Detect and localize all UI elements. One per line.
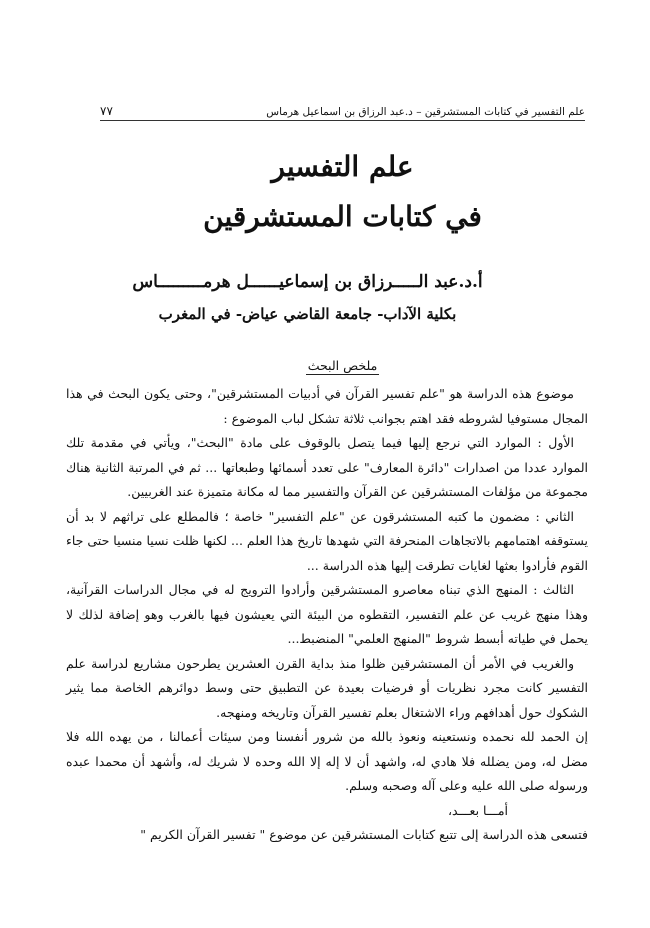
paragraph-remark: والغريب في الأمر أن المستشرقين ظلوا منذ بداية القرن العشرين يطرحون مشاريع لدراسة علم التفسير كانت مجرد نظريات أو فرضيات بعيدة عن التطبيق حتى وسط دوائرهم الخاصة مما يثير الشكوك حول أهدافهم وراء الاشتغال بعلم تفسير القرآن وتاريخه ومنهجه. — [66, 655, 588, 720]
article-title-line-2: في كتابات المستشرقين — [203, 200, 482, 233]
paragraph-first: الأول : الموارد التي نرجع إليها فيما يتصل بالوقوف على مادة "البحث"، ويأتي في مقدمة تلك الموارد عددا من اصدارات "دائرة المعارف" على تعدد أسمائها وطبعاتها ... ثم في المرتبة الثانية هناك مجموعة من مؤلفات المستشرقين عن القرآن والتفسير مما له مكانة متميزة عند الغربيين. — [66, 435, 588, 499]
paragraph-amma-baad: أمـــا بعـــد، — [447, 802, 508, 818]
paragraph-second: الثاني : مضمون ما كتبه المستشرقون عن "علم التفسير" خاصة ؛ فالمطلع على تراثهم لا بد أن يستوقفه اهتمامهم بالاتجاهات المنحرفة التي شهدها تاريخ هذا العلم ... لكنها ظلت نسيا منسيا حتى جاء القوم فأرادوا بعثها لغايات تطرقت إليها هذه الدراسة ... — [66, 508, 588, 573]
paragraph-intro: موضوع هذه الدراسة هو "علم تفسير القرآن في أدبيات المستشرقين"، وحتى يكون البحث في هذا المجال مستوفيا لشروطه فقد اهتم بجوانب ثلاثة تشكل لباب الموضوع : — [66, 386, 588, 426]
paragraph-continuation: فتسعى هذه الدراسة إلى تتبع كتابات المستشرقين عن موضوع " تفسير القرآن الكريم " — [140, 827, 588, 842]
running-header — [100, 98, 585, 121]
paragraph-opening-praise: إن الحمد لله نحمده ونستعينه ونعوذ بالله من شرور أنفسنا ومن سيئات أعمالنا ، من يهده الله فلا مضل له، ومن يضلله فلا هادي له، واشهد أن لا إله إلا الله وحده لا شريك له، وأشهد أن محمدا عبده ورسوله صلى الله عليه وعلى آله وصحبه وسلم. — [66, 729, 588, 793]
running-title: علم التفسير في كتابات المستشرقين – د.عبد الرزاق بن اسماعيل هرماس — [266, 106, 585, 118]
article-title-line-1: علم التفسير — [271, 150, 414, 183]
abstract-heading-text: ملخص البحث — [307, 358, 378, 373]
paragraph-third: الثالث : المنهج الذي تبناه معاصرو المستشرقين وأرادوا الترويج له في مجال الدراسات القرآنية، وهذا منهج غريب عن علم التفسير، التقطوه من البيئة التي يعيشون فيها بالغرب وهو إضافة لذلك لا يحمل في طياته أبسط شروط "المنهج العلمي" المنضبط... — [66, 582, 588, 646]
abstract-heading — [100, 358, 585, 373]
page-number: ٧٧ — [100, 104, 113, 118]
author-affiliation: بكلية الآداب- جامعة القاضي عياض- في المغرب — [158, 305, 457, 323]
author-name: أ.د.عبد الـــــرزاق بن إسماعيــــــل هرمـــــــــاس — [132, 272, 483, 292]
body-text — [66, 382, 588, 848]
